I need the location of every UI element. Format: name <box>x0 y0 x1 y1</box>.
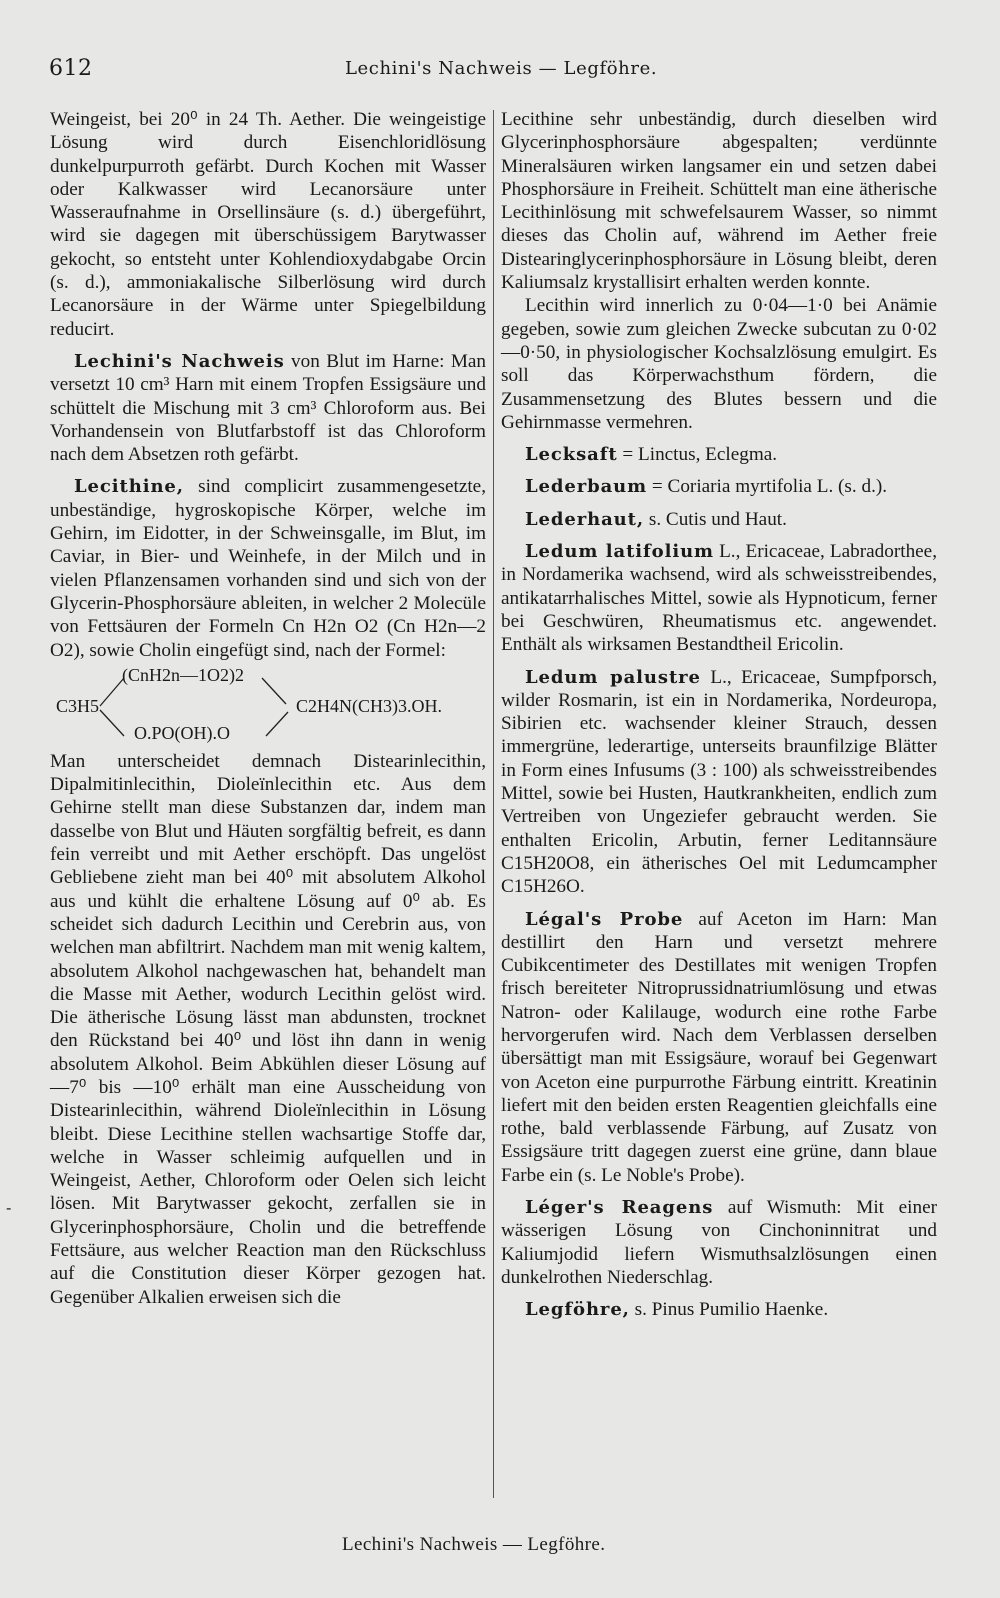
headword: Lechini's Nachweis <box>74 350 285 372</box>
formula-bottom: O.PO(OH).O <box>134 722 230 743</box>
headword: Légal's Probe <box>525 908 684 930</box>
entry-legals-probe <box>501 908 937 1188</box>
headword: Lederhaut, <box>525 508 645 530</box>
margin-mark: - <box>6 1198 12 1217</box>
left-column <box>50 108 486 1309</box>
paragraph-lecanorsaeure-continued: Weingeist, bei 20⁰ in 24 Th. Aether. Die weingeistige Lösung wird durch Eisenchloridlösung dunkelpurpurroth gefärbt. Durch Kochen mit Wasser oder Kalkwasser wird Lecanorsäure unter Wasseraufnahme in Orsellinsäure (s. d.) übergeführt, wird sie dagegen mit überschüssigem Barytwasser gekocht, so entsteht unter Kohlendioxydabgabe Orcin (s. d.), ammoniakalische Silberlösung wird durch Lecanorsäure in der Wärme unter Spiegelbildung reducirt. <box>50 109 486 340</box>
entry-lederbaum <box>501 475 937 498</box>
entry-lederhaut <box>501 508 937 531</box>
paragraph-lecithin-usage: Lecithin wird innerlich zu 0·04—1·0 bei Anämie gegeben, sowie zum gleichen Zwecke subcutan zu 0·02—0·50, in physiologischer Kochsalzlösung emulgirt. Es soll das Körperwachsthum fördern, die Zusammensetzung des Blutes bessern und die Gehirnmasse vermehren. <box>501 295 937 433</box>
entry-text: auf Wismuth: Mit einer wässerigen Lösung von Cinchoninnitrat und Kaliumjodid liefern Wismuthsalzlösungen einen dunkelrothen Niederschlag. <box>501 1197 937 1288</box>
page-footer: Lechini's Nachweis — Legföhre. <box>342 1534 606 1555</box>
headword: Ledum palustre <box>525 666 701 688</box>
entry-text: von Blut im Harne: Man versetzt 10 cm³ Harn mit einem Tropfen Essigsäure und schüttelt die Mischung mit 3 cm³ Chloroform aus. Bei Vorhandensein von Blutfarbstoff ist das Chloroform nach dem Absetzen roth gefärbt. <box>50 350 486 466</box>
formula-top: (CnH2n—1O2)2 <box>122 664 244 685</box>
headword: Lecithine, <box>74 476 184 498</box>
entry-legfoehre <box>501 1298 937 1321</box>
entry-text: auf Aceton im Harn: Man destillirt den Harn und versetzt mehrere Cubikcentimeter des Destillates mit wenigen Tropfen frisch bereiteter Nitroprussidnatriumlösung und etwas Natron- oder Kalilauge, wodurch eine rothe Farbe hervorgerufen wird. Nach dem Verblassen derselben übersättigt man mit Essigsäure, worauf bei Gegenwart von Aceton eine purpurrothe Färbung eintritt. Kreatinin liefert mit den beiden ersten Reagentien gleichfalls eine rothe, bald verblassende Färbung, auf Zusatz von Essigsäure tritt dagegen zuerst eine grüne, dann blaue Farbe ein (s. Le Noble's Probe). <box>501 908 937 1186</box>
entry-ledum-palustre <box>501 666 937 899</box>
column-divider <box>493 110 494 1498</box>
entry-text: s. Cutis und Haut. <box>644 508 787 530</box>
running-head: Lechini's Nachweis — Legföhre. <box>345 58 658 79</box>
formula-right: C2H4N(CH3)3.OH. <box>296 695 442 716</box>
entry-ledum-latifolium <box>501 540 937 656</box>
headword: Léger's Reagens <box>525 1197 714 1219</box>
headword: Lecksaft <box>525 444 618 466</box>
entry-lecithine <box>50 475 486 661</box>
entry-lecksaft <box>501 443 937 466</box>
entry-text: L., Ericaceae, Labradorthee, in Nordamerika wachsend, wird als schweisstreibendes, antikatarrhalisches Mittel, sowie als Hypnoticum, ferner bei Geschwüren, Rheumatismus etc. angewendet. Enthält als wirksamen Bestandtheil Ericolin. <box>501 541 937 656</box>
right-column <box>501 108 937 1322</box>
entry-legers-reagens <box>501 1196 937 1289</box>
entry-lechinis-nachweis <box>50 350 486 466</box>
paragraph-lecithin-preparation: Man unterscheidet demnach Distearinlecithin, Dipalmitinlecithin, Dioleïnlecithin etc. Aus dem Gehirne stellt man diese Substanzen dar, indem man dasselbe von Blut und Häuten sorgfältig befreit, es dann fein verreibt und mit Aether erschöpft. Das ungelöst Gebliebene zieht man bei 40⁰ mit absolutem Alkohol aus und kühlt die erhaltene Lösung auf 0⁰ ab. Es scheidet sich dadurch Lecithin und Cerebrin aus, von welchen man abfiltrirt. Nachdem man mit wenig kaltem, absolutem Alkohol nachgewaschen hat, behandelt man die Masse mit Aether, wodurch Lecithin gelöst wird. Die ätherische Lösung lässt man abdunsten, trocknet den Rückstand bei 40⁰ und löst ihn dann in wenig absolutem Alkohol. Beim Abkühlen dieser Lösung auf —7⁰ bis —10⁰ erhält man eine Ausscheidung von Distearinlecithin, während Dioleïnlecithin in Lösung bleibt. Diese Lecithine stellen wachsartige Stoffe dar, welche in Wasser schleimig aufquellen und in Weingeist, Aether, Chloroform oder Oelen sich leicht lösen. Mit Barytwasser gekocht, zerfallen sie in Glycerinphosphorsäure, Cholin und die betreffende Fettsäure, aus welcher Reaction man den Rückschluss auf die Constitution dieser Körper gezogen hat. Gegenüber Alkalien erweisen sich die <box>50 750 486 1308</box>
entry-text: s. Pinus Pumilio Haenke. <box>629 1299 829 1321</box>
entry-text: = Coriaria myrtifolia L. (s. d.). <box>647 476 888 498</box>
headword: Lederbaum <box>525 476 648 498</box>
headword: Ledum latifolium <box>525 541 714 563</box>
headword: Legföhre, <box>525 1299 630 1321</box>
formula-left: C3H5 <box>56 695 100 716</box>
entry-text: L., Ericaceae, Sumpfporsch, wilder Rosmarin, ist ein in Nordamerika, Nordeuropa, Sibirien etc. wachsender kleiner Strauch, dessen immergrüne, lederartige, unterseits braunfilzige Blätter in Form eines Infusums (3 : 100) als schweisstreibendes Mittel, sowie bei Husten, Hautkrankheiten, endlich zum Vertreiben von Ungeziefer gebraucht werden. Sie enthalten Ericolin, Arbutin, ferner Leditannsäure C15H20O8, ein ätherisches Oel mit Ledumcampher C15H26O. <box>501 666 937 898</box>
paragraph-lecithine-continued: Lecithine sehr unbeständig, durch dieselben wird Glycerinphosphorsäure abgespalten; verdünnte Mineralsäuren wirken langsamer ein und setzen dabei Phosphorsäure in Freiheit. Schüttelt man eine ätherische Lecithinlösung mit schwefelsaurem Wasser, so nimmt dieses das Cholin auf, während im Aether freie Distearinglycerinphosphorsäure in Lösung bleibt, deren Kaliumsalz krystallisirt erhalten werden konnte. <box>501 109 937 294</box>
lecithin-formula <box>50 664 486 746</box>
page-number: 612 <box>49 56 93 81</box>
entry-text: = Linctus, Eclegma. <box>617 444 778 466</box>
entry-text: sind complicirt zusammengesetzte, unbeständige, hygroskopische Körper, welche im Gehirn, im Eidotter, in der Schweinsgalle, im Blut, im Caviar, in Bier- und Weinhefe, in der Milch und in vielen Pflanzensamen vorhanden sind und sich von der Glycerin-Phosphorsäure ableiten, in welcher 2 Molecüle von Fettsäuren der Formeln Cn H2n O2 (Cn H2n—2 O2), sowie Cholin eingefügt sind, nach der Formel: <box>50 476 486 661</box>
